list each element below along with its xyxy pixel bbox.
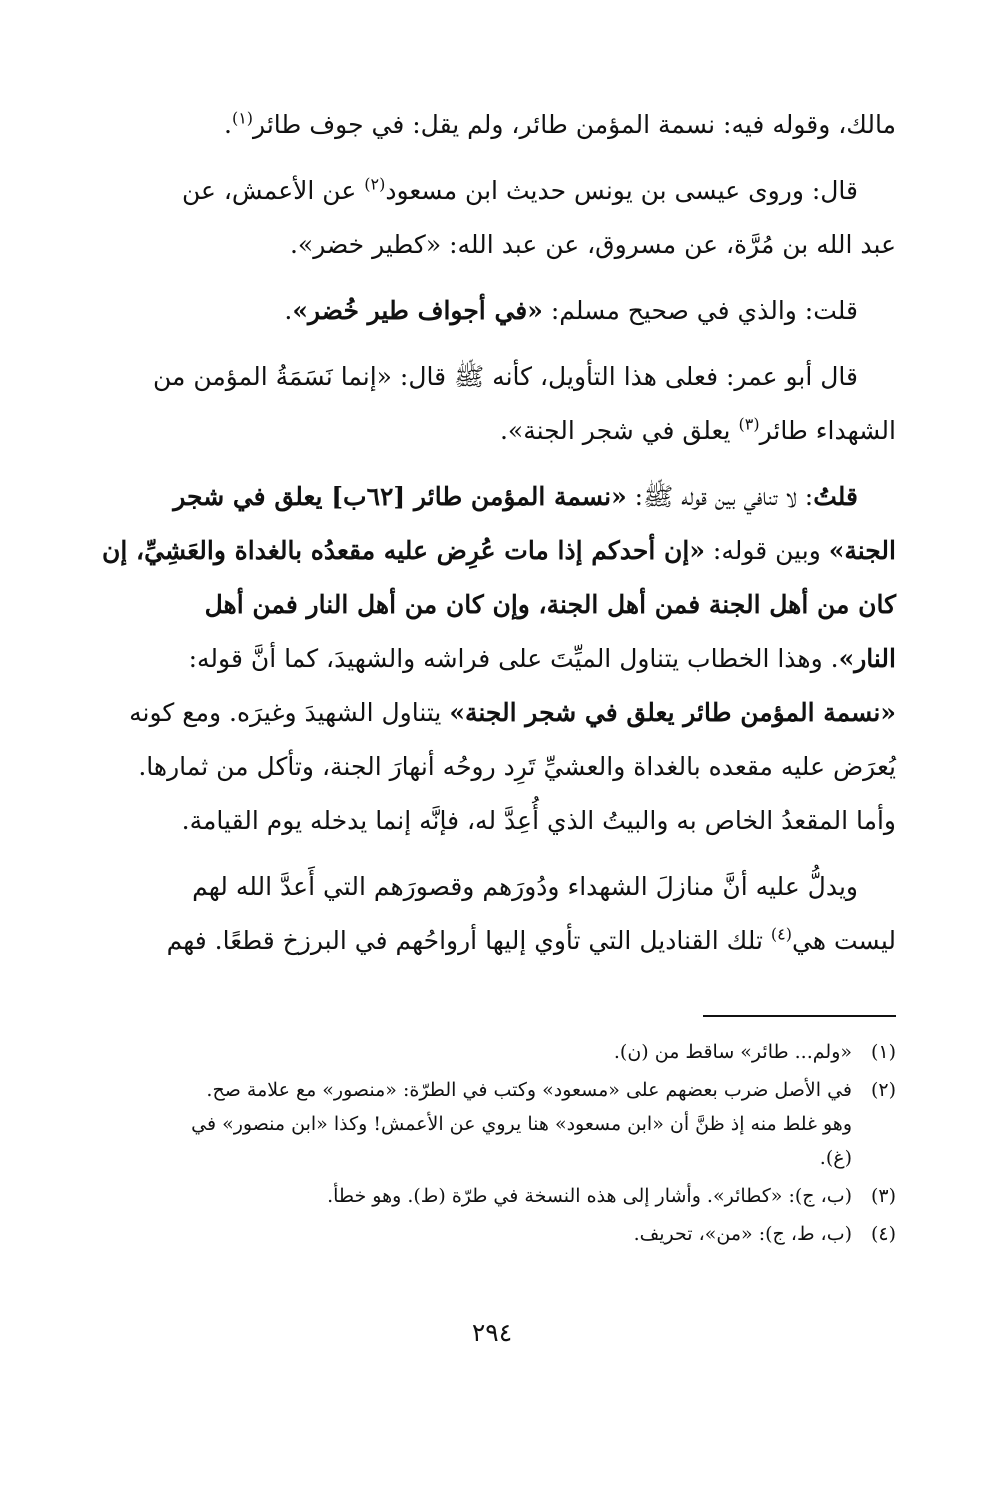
footnote-divider xyxy=(703,1015,896,1017)
footnote-ref[interactable]: (١) xyxy=(231,108,254,128)
paragraph-3 xyxy=(86,284,896,338)
text-line xyxy=(86,164,896,218)
text-line: كان من أهل الجنة فمن أهل الجنة، وإن كان من أهل النار فمن أهل xyxy=(204,590,896,619)
footnote-ref[interactable]: (٤) xyxy=(770,924,793,944)
footnote-ref[interactable]: (٣) xyxy=(738,414,760,434)
footnote-text xyxy=(86,1217,852,1251)
text-run: عن الأعمش، عن xyxy=(181,176,365,205)
text-line xyxy=(86,914,896,968)
footnotes xyxy=(86,1035,896,1255)
text-line: وأما المقعدُ الخاص به والبيتُ الذي أُعِدَّ له، فإنَّه إنما يدخله يوم القيامة. xyxy=(181,806,896,835)
section-lead: قلتُ xyxy=(813,482,858,511)
footnote-line: (غ). xyxy=(819,1147,852,1169)
text-line xyxy=(86,470,896,524)
footnote-line: «ولم... طائر» ساقط من (ن). xyxy=(613,1041,852,1063)
hadith-quote: «إن أحدكم إذا مات عُرِض عليه مقعدُه بالغداة والعَشِيِّ، إن xyxy=(102,536,705,565)
text-line xyxy=(86,632,896,686)
text-line: يُعرَض عليه مقعده بالغداة والعشيِّ تَرِد روحُه أنهارَ الجنة، وتأكل من ثمارها. xyxy=(138,752,896,781)
text-run: وبين قوله: xyxy=(704,536,829,565)
footnote-number: (٣) xyxy=(870,1185,896,1207)
text-line: عبد الله بن مُرَّة، عن مسروق، عن عبد الله: «كطير خضر». xyxy=(289,230,896,259)
paragraph-2 xyxy=(86,164,896,272)
text-line xyxy=(86,98,896,152)
page-number: ٢٩٤ xyxy=(471,1318,513,1347)
paragraph-1 xyxy=(86,98,896,152)
text-line: قال أبو عمر: فعلى هذا التأويل، كأنه ﷺ قال: «إنما نَسَمَةُ المؤمن من xyxy=(152,362,858,391)
hadith-quote: «في أجواف طير خُضر» xyxy=(292,296,543,325)
text-run: تلك القناديل التي تأوي إليها أرواحُهم في البرزخ قطعًا. فهم xyxy=(166,926,771,955)
text-run: قال: وروى عيسى بن يونس حديث ابن مسعود xyxy=(385,176,858,205)
footnote-3 xyxy=(86,1179,896,1213)
footnote-line: وهو غلط منه إذ ظنَّ أن «ابن مسعود» هنا يروي عن الأعمش! وكذا «ابن منصور» في xyxy=(191,1113,852,1135)
footnote-2 xyxy=(86,1073,896,1175)
text-run: . وهذا الخطاب يتناول الميِّتَ على فراشه والشهيدَ، كما أنَّ قوله: xyxy=(188,644,839,673)
text-line: ويدلُّ عليه أنَّ منازلَ الشهداء ودُورَهم وقصورَهم التي أَعدَّ الله لهم xyxy=(192,872,858,901)
text-run: مالك، وقوله فيه: نسمة المؤمن طائر، ولم يقل: في جوف طائر xyxy=(253,110,896,139)
footnote-line: (ب، ج): «كطائر». وأشار إلى هذه النسخة في طرّة (ط). وهو خطأ. xyxy=(327,1185,852,1207)
text-run: قلت: والذي في صحيح مسلم: xyxy=(542,296,858,325)
text-line xyxy=(86,524,896,578)
footnote-4 xyxy=(86,1217,896,1251)
text-line xyxy=(86,686,896,740)
footnote-text xyxy=(86,1179,852,1213)
paragraph-6 xyxy=(86,860,896,968)
paragraph-4 xyxy=(86,350,896,458)
text-line xyxy=(86,284,896,338)
footnote-line: (ب، ط، ج): «من»، تحريف. xyxy=(633,1223,852,1245)
footnote-number: (١) xyxy=(870,1041,896,1063)
footnote-text xyxy=(86,1073,852,1175)
text-run: . xyxy=(284,296,293,325)
text-run: ليست هي xyxy=(792,926,896,955)
text-line xyxy=(86,404,896,458)
footnote-number: (٤) xyxy=(870,1223,896,1245)
text-run: يتناول الشهيدَ وغيرَه. ومع كونه xyxy=(129,698,450,727)
text-run: يعلق في شجر الجنة». xyxy=(499,416,739,445)
footnote-number: (٢) xyxy=(870,1079,896,1101)
hadith-quote: «نسمة المؤمن طائر [٦٢ب] يعلق في شجر xyxy=(173,482,627,511)
hadith-quote: النار» xyxy=(838,644,896,673)
text-run: : لا تنافي بين قوله ﷺ: xyxy=(626,482,814,511)
text-run: . xyxy=(224,110,232,139)
main-text xyxy=(86,98,896,980)
text-run: الشهداء طائر xyxy=(759,416,896,445)
footnote-text xyxy=(86,1035,852,1069)
paragraph-5 xyxy=(86,470,896,848)
footnote-ref[interactable]: (٢) xyxy=(364,174,386,194)
footnote-1 xyxy=(86,1035,896,1069)
hadith-quote: «نسمة المؤمن طائر يعلق في شجر الجنة» xyxy=(449,698,896,727)
footnote-line: في الأصل ضرب بعضهم على «مسعود» وكتب في الطرّة: «منصور» مع علامة صح. xyxy=(206,1079,852,1101)
hadith-quote: الجنة» xyxy=(828,536,896,565)
